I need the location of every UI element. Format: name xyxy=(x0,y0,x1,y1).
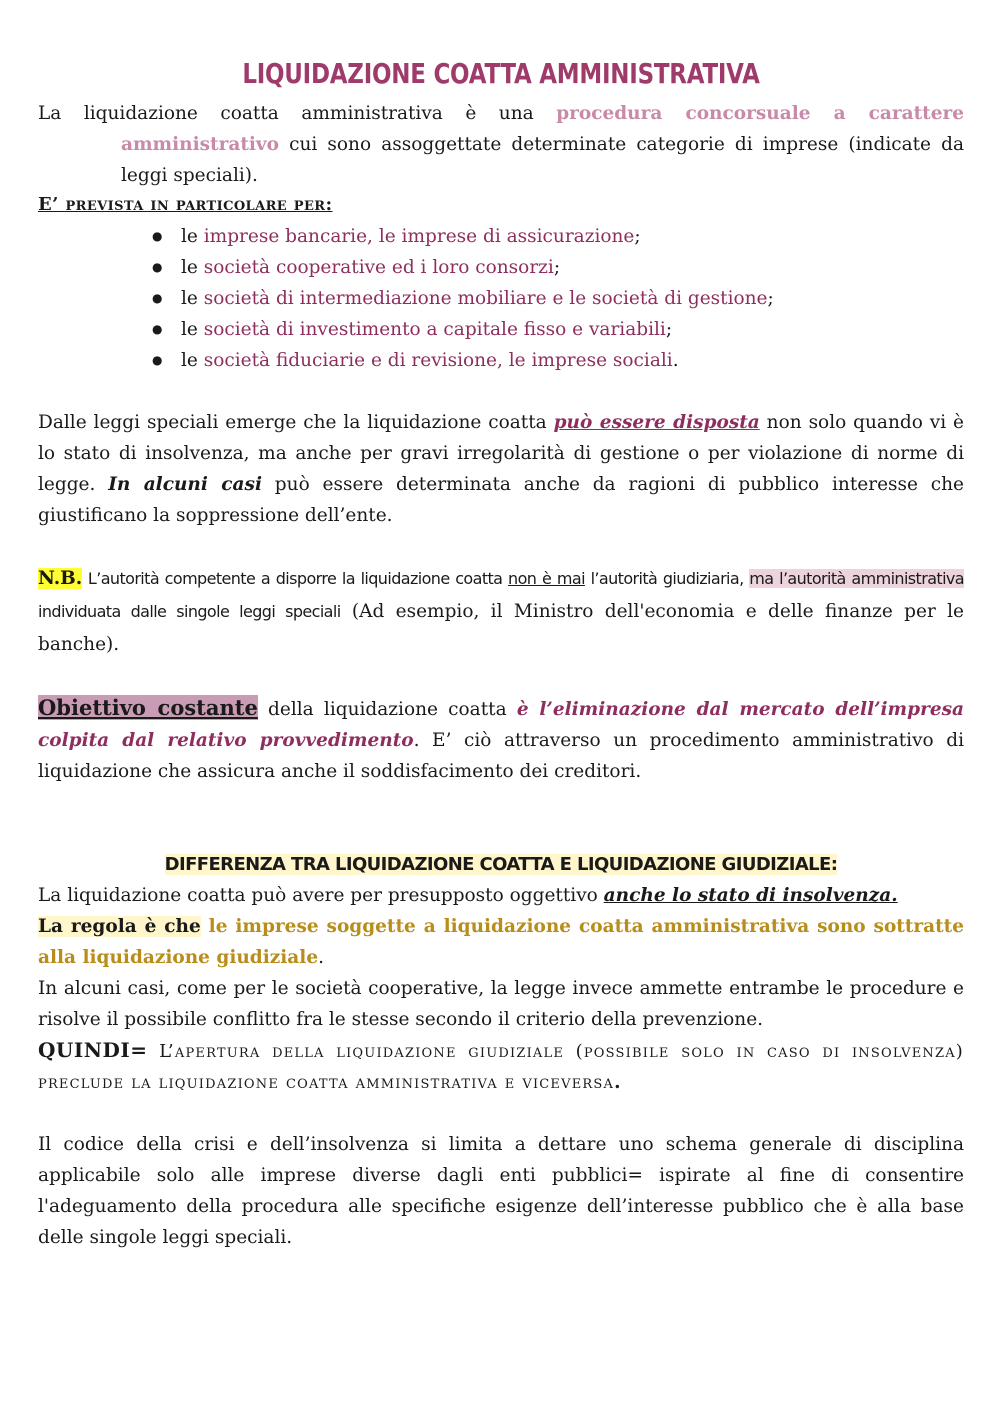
list-item-prefix: le xyxy=(181,350,204,371)
nb-underlined: non è mai xyxy=(508,569,585,588)
prevista-heading: E’ prevista in particolare per: xyxy=(38,194,333,215)
spacer xyxy=(38,376,964,407)
list-item-suffix: ; xyxy=(767,288,774,309)
page-title: LIQUIDAZIONE COATTA AMMINISTRATIVA xyxy=(242,57,760,90)
list-item xyxy=(152,252,964,283)
obiettivo-emphasis: è l’eliminazione dal mercato dell’impresa colpita dal relativo provvedimento xyxy=(38,699,964,751)
quindi-end: . xyxy=(614,1072,621,1093)
dalle-leggi-emphasis-2: In alcuni casi xyxy=(108,474,262,495)
obiettivo-paragraph xyxy=(38,692,964,787)
dalle-leggi-emphasis: può essere disposta xyxy=(553,412,760,433)
nb-label: N.B. xyxy=(38,568,83,589)
intro-text-before: La liquidazione coatta amministrativa è una xyxy=(38,103,557,124)
nb-text-3: individuata dalle singole leggi speciali xyxy=(38,602,341,621)
regola-text: le imprese soggette a liquidazione coatta amministrativa sono sottratte alla liquidazione giudiziale xyxy=(38,916,964,968)
intro-paragraph xyxy=(38,98,964,191)
list-item-suffix: ; xyxy=(665,319,673,340)
regola-paragraph xyxy=(38,911,964,973)
dalle-leggi-text-2: non solo quando vi è lo stato di insolvenza, ma anche per gravi irregolarità di gestione o per violazione di norme di legge. xyxy=(38,412,964,495)
list-item-suffix: . xyxy=(672,350,679,371)
list-item-prefix: le xyxy=(181,288,204,309)
spacer xyxy=(38,531,964,562)
list-item-text: società di investimento a capitale fisso e variabili xyxy=(203,319,666,340)
spacer xyxy=(38,1098,964,1129)
list-item-text: società di intermediazione mobiliare e le società di gestione xyxy=(203,288,768,309)
differenza-paragraph-1 xyxy=(38,880,964,911)
list-item-text: società cooperative ed i loro consorzi xyxy=(203,257,554,278)
intro-text-after: cui sono assoggettate determinate categorie di imprese (indicate da leggi speciali). xyxy=(121,134,964,186)
nb-text-1: L’autorità competente a disporre la liquidazione coatta xyxy=(82,569,509,588)
nb-paragraph xyxy=(38,562,964,661)
obiettivo-label: Obiettivo costante xyxy=(38,695,258,720)
regola-label: La regola è che xyxy=(38,916,201,937)
list-item-prefix: le xyxy=(181,319,204,340)
list-item-suffix: ; xyxy=(553,257,561,278)
differenza-heading-text: DIFFERENZA TRA LIQUIDAZIONE COATTA E LIQUIDAZIONE GIUDIZIALE: xyxy=(164,854,838,875)
quindi-label: QUINDI= xyxy=(38,1038,148,1062)
intro-highlight: procedura concorsuale a carattere amministrativo xyxy=(121,103,964,155)
dalle-leggi-text-3: può essere determinata anche da ragioni di pubblico interesse che giustificano la soppressione dell’ente. xyxy=(38,474,964,526)
nb-text-4: (Ad esempio, il Ministro dell'economia e delle finanze per le banche). xyxy=(38,601,964,655)
differenza-emphasis: anche lo stato di insolvenza. xyxy=(603,885,898,906)
list-item xyxy=(152,345,964,376)
nb-text-2: l’autorità giudiziaria, xyxy=(584,569,750,588)
list-item-suffix: ; xyxy=(634,226,641,247)
list-item xyxy=(152,283,964,314)
alcuni-casi-paragraph: In alcuni casi, come per le società cooperative, la legge invece ammette entrambe le procedure e risolve il possibile conflitto fra le stesse secondo il criterio della prevenzione. xyxy=(38,978,964,1030)
nb-highlight: ma l’autorità amministrativa xyxy=(749,569,964,588)
document-page xyxy=(38,56,964,1253)
obiettivo-text-1: della liquidazione coatta xyxy=(257,699,517,720)
quindi-paragraph xyxy=(38,1035,964,1098)
list-item-text: imprese bancarie, le imprese di assicurazione xyxy=(203,226,635,247)
list-item-prefix: le xyxy=(181,257,204,278)
regola-end: . xyxy=(318,947,324,968)
obiettivo-text-2: . E’ ciò attraverso un procedimento amministrativo di liquidazione che assicura anche il soddisfacimento dei creditori. xyxy=(38,730,964,782)
list-item-text: società fiduciarie e di revisione, le imprese sociali xyxy=(203,350,673,371)
list-item-prefix: le xyxy=(181,226,204,247)
codice-paragraph: Il codice della crisi e dell’insolvenza si limita a dettare uno schema generale di disciplina applicabile solo alle imprese diverse dagli enti pubblici= ispirate al fine di consentire l'adeguamento della procedura alle specifiche esigenze dell’interesse pubblico che è alla base delle singole leggi speciali. xyxy=(38,1134,964,1248)
list-item xyxy=(152,221,964,252)
differenza-heading xyxy=(38,849,964,880)
dalle-leggi-paragraph xyxy=(38,407,964,531)
spacer xyxy=(38,787,964,849)
differenza-text-1: La liquidazione coatta può avere per presupposto oggettivo xyxy=(38,885,604,906)
categories-list xyxy=(38,221,964,376)
quindi-text: L’apertura della liquidazione giudiziale (possibile solo in caso di insolvenza) preclude la liquidazione coatta amministrativa e viceversa xyxy=(38,1041,964,1093)
list-item xyxy=(152,314,964,345)
spacer xyxy=(38,661,964,692)
dalle-leggi-text-1: Dalle leggi speciali emerge che la liquidazione coatta xyxy=(38,412,554,433)
